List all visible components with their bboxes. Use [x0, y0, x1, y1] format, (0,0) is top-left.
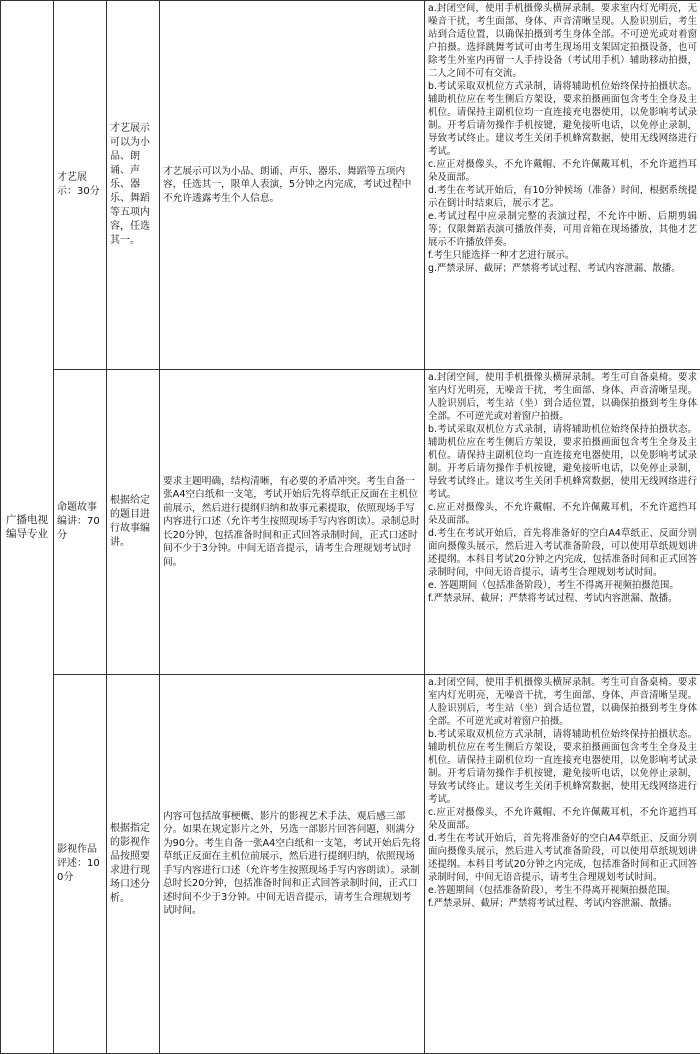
exam-requirement-cell: 要求主题明确，结构清晰，有必要的矛盾冲突。考生自备一张A4空白纸和一支笔，考试开始后先将草纸正反面在主机位前展示，然后进行提纲归纳和故事元素提取，依照现场手写内容进行口述（允许考生按照现场手写内容朗读）。录制总时长20分钟，包括准备时间和正式回答录制时间，正式口述时间不少于3分钟。中间无语音提示，请考生合理规划考试时间。	[160, 370, 425, 674]
table-row	[1, 1, 700, 370]
rule-item: b.考试采取双机位方式录制，请将辅助机位始终保持拍摄状态。辅助机位应在考生侧后方架设，要求拍摄画面包含考生全身及主机位。请保持主副机位均一直连接充电器使用，以免影响考试录制。开考后请勿操作手机按键，避免接听电话，以免停止录制，导致考试终止。建议考生关闭手机蜂窝数据，使用无线网络进行考试。	[428, 728, 697, 805]
table-row	[1, 370, 700, 674]
rule-item: a.封闭空间，使用手机摄像头横屏录制。考生可自备桌椅。要求室内灯光明亮，无噪音干扰，考生面部、身体、声音清晰呈现。人脸识别后，考生站（坐）到合适位置，以确保拍摄到考生身体全部。不可逆光或对着窗户拍摄。	[428, 676, 697, 727]
exam-item-cell: 才艺展示：30分	[54, 1, 107, 370]
exam-item-cell: 影视作品评述：100分	[54, 674, 107, 1053]
major-cell	[1, 1, 54, 1054]
rule-item: a.封闭空间，使用手机摄像头横屏录制。要求室内灯光明亮，无噪音干扰，考生面部、身体、声音清晰呈现。人脸识别后，考生站到合适位置，以确保拍摄到考生身体全部。不可逆光或对着窗户拍摄。选择跳舞考试可由考生现场用支架固定拍摄设备，也可除考生外室内再留一人手持设备（考试用手机）辅助移动拍摄，二人之间不可有交流。	[428, 3, 697, 79]
rule-item: f.严禁录屏、截屏；严禁将考试过程、考试内容泄漏、散播。	[428, 593, 678, 605]
table-row	[1, 674, 700, 1053]
rule-item: e.考试过程中应录制完整的表演过程，不允许中断、后期剪辑等；仅限舞蹈表演可播放伴奏，可用音箱在现场播放，其他才艺展示不许播放伴奏。	[428, 211, 697, 248]
rule-item: b.考试采取双机位方式录制，请将辅助机位始终保持拍摄状态。辅助机位应在考生侧后方架设，要求拍摄画面包含考生全身及主机位。请保持主副机位均一直连接充电器使用，以免影响考试录制。开考后请勿操作手机按键，避免接听电话，以免停止录制，导致考试终止。建议考生关闭手机蜂窝数据，使用无线网络进行考试。	[428, 81, 697, 157]
exam-requirement-cell: 才艺展示可以为小品、朗诵、声乐、器乐、舞蹈等五项内容，任选其一，限单人表演，5分钟之内完成，考试过程中不允许透露考生个人信息。	[160, 1, 425, 370]
exam-item-cell: 命题故事编讲：70分	[54, 370, 107, 674]
exam-rules-cell	[425, 370, 700, 674]
rule-item: g.严禁录屏、截屏；严禁将考试过程、考试内容泄漏、散播。	[428, 263, 681, 274]
rule-item: e. 答题期间（包括准备阶段），考生不得离开视频拍摄范围。	[428, 580, 679, 592]
exam-rules-cell	[425, 674, 700, 1053]
rule-item: b.考试采取双机位方式录制，请将辅助机位始终保持拍摄状态。辅助机位应在考生侧后方架设，要求拍摄画面包含考生全身及主机位。请保持主副机位均一直连接充电器使用，以免影响考试录制。开考后请勿操作手机按键，避免接听电话，以免停止录制，导致考试终止。建议考生关闭手机蜂窝数据，使用无线网络进行考试。	[428, 424, 697, 501]
exam-content-cell: 根据给定的题目进行故事编讲。	[107, 370, 160, 674]
rule-item: f.严禁录屏、截屏；严禁将考试过程、考试内容泄漏、散播。	[428, 897, 678, 909]
rule-item: c.应正对摄像头，不允许戴帽、不允许佩戴耳机，不允许遮挡耳朵及面部。	[428, 159, 697, 183]
major-name: 广播电视编导专业	[6, 514, 48, 540]
rule-item: c.应正对摄像头，不允许戴帽、不允许佩戴耳机，不允许遮挡耳朵及面部。	[428, 502, 697, 527]
rule-item: d.考生在考试开始后，首先将准备好的空白A4草纸正、反面分别面向摄像头展示，然后进入考试准备阶段，可以使用草纸规划讲述提纲。本科目考试20分钟之内完成，包括准备时间和正式回答录制时间，中间无语音提示，请考生合理规划考试时间。	[428, 832, 697, 883]
exam-content-cell: 才艺展示可以为小品、朗诵、声乐、器乐、舞蹈等五项内容，任选其一。	[107, 1, 160, 370]
exam-content-cell: 根据指定的影视作品按照要求进行现场口述分析。	[107, 674, 160, 1053]
rule-item: f.考生只能选择一种才艺进行展示。	[428, 250, 575, 261]
exam-requirement-cell: 内容可包括故事梗概、影片的影视艺术手法、观后感三部分。如果在规定影片之外，另选一部影片回答问题，则满分为90分。考生自备一张A4空白纸和一支笔，考试开始后先将草纸正反面在主机位前展示，然后进行提纲归纳，依照现场手写内容进行口述（允许考生按照现场手写内容朗读）。录制总时长20分钟，包括准备时间和正式回答录制时间，正式口述时间不少于3分钟。中间无语音提示，请考生合理规划考试时间。	[160, 674, 425, 1053]
rule-item: c.应正对摄像头，不允许戴帽、不允许佩戴耳机，不允许遮挡耳朵及面部。	[428, 806, 697, 831]
rule-item: d.考生在考试开始后，有10分钟候场（准备）时间，根据系统提示在倒计时结束后，展示才艺。	[428, 185, 697, 209]
rule-item: d.考生在考试开始后，首先将准备好的空白A4草纸正、反面分别面向摄像头展示，然后进入考试准备阶段，可以使用草纸规划讲述提纲。本科目考试20分钟之内完成，包括准备时间和正式回答录制时间，中间无语音提示，请考生合理规划考试时间。	[428, 528, 697, 579]
rule-item: a.封闭空间，使用手机摄像头横屏录制。考生可自备桌椅。要求室内灯光明亮，无噪音干扰，考生面部、身体、声音清晰呈现。人脸识别后，考生站（坐）到合适位置，以确保拍摄到考生身体全部。不可逆光或对着窗户拍摄。	[428, 372, 697, 423]
exam-rules-cell	[425, 1, 700, 370]
rule-item: e.答题期间（包括准备阶段），考生不得离开视频拍摄范围。	[428, 884, 676, 896]
